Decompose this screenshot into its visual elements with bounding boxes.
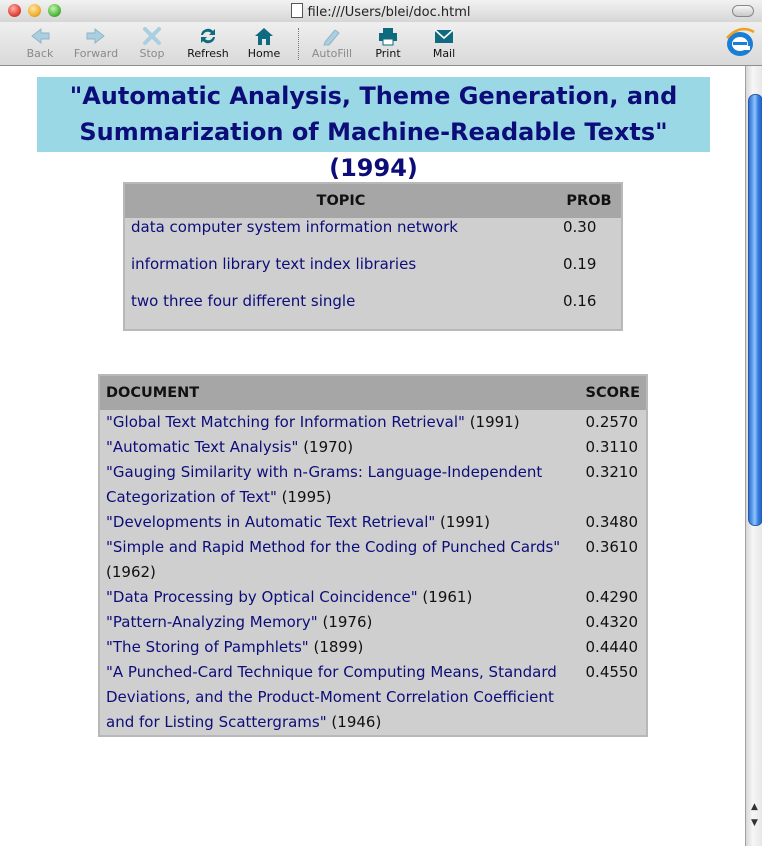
document-icon	[291, 3, 303, 18]
document-year: (1991)	[440, 513, 490, 531]
document-link[interactable]: "Gauging Similarity with n-Grams: Language-Independent Categorization of Text"	[106, 463, 543, 506]
scrollbar-thumb[interactable]	[748, 94, 762, 526]
document-score: 0.4550	[585, 663, 639, 681]
document-year: (1995)	[281, 488, 332, 506]
document-table-header	[100, 376, 646, 410]
refresh-arrows-icon	[197, 26, 219, 46]
document-row	[100, 585, 646, 610]
document-score: 0.4440	[585, 638, 639, 656]
score-column-header: SCORE	[580, 376, 646, 410]
forward-button[interactable]	[66, 24, 126, 60]
autofill-button[interactable]	[302, 24, 362, 60]
document-row	[100, 660, 646, 735]
print-label: Print	[375, 47, 401, 60]
document-year: (1899)	[313, 638, 364, 656]
document-year: (1991)	[469, 413, 520, 431]
refresh-label: Refresh	[187, 47, 229, 60]
toolbar-separator	[298, 28, 300, 60]
document-link[interactable]: "Global Text Matching for Information Retrieval"	[106, 413, 465, 431]
document-score: 0.3210	[585, 463, 639, 481]
document-link[interactable]: "The Storing of Pamphlets"	[106, 638, 309, 656]
topic-table	[123, 182, 623, 331]
stop-button[interactable]	[122, 24, 182, 60]
document-row	[100, 460, 646, 510]
forward-label: Forward	[73, 47, 119, 60]
document-link[interactable]: "Developments in Automatic Text Retrieval"	[106, 513, 436, 531]
page-heading	[37, 77, 710, 182]
mail-label: Mail	[432, 47, 456, 60]
heading-line-1: "Automatic Analysis, Theme Generation, and	[69, 82, 678, 110]
window-titlebar	[0, 0, 762, 23]
forward-arrow-icon	[85, 26, 107, 46]
internet-explorer-logo-icon	[724, 26, 756, 60]
document-link[interactable]: "Automatic Text Analysis"	[106, 438, 299, 456]
topic-link[interactable]: data computer system information network	[131, 218, 458, 236]
home-label: Home	[247, 47, 281, 60]
document-row	[100, 635, 646, 660]
document-year: (1962)	[106, 563, 156, 581]
document-column-header: DOCUMENT	[100, 376, 580, 410]
document-link[interactable]: "Data Processing by Optical Coincidence"	[106, 588, 418, 606]
document-year: (1976)	[322, 613, 373, 631]
vertical-scrollbar[interactable]	[745, 66, 762, 846]
topic-prob: 0.30	[563, 218, 597, 236]
topic-row	[125, 218, 621, 255]
document-table	[98, 374, 648, 737]
document-link[interactable]: "Pattern-Analyzing Memory"	[106, 613, 318, 631]
scroll-up-arrow-icon[interactable]: ▲	[751, 802, 758, 812]
topic-link[interactable]: two three four different single	[131, 292, 356, 310]
heading-line-2: Summarization of Machine-Readable Texts" (1994)	[79, 118, 668, 182]
back-button[interactable]	[10, 24, 70, 60]
document-score: 0.2570	[585, 413, 639, 431]
topic-prob: 0.19	[563, 255, 597, 273]
back-arrow-icon	[29, 26, 51, 46]
home-button[interactable]	[234, 24, 294, 60]
page-content	[0, 66, 745, 846]
document-row	[100, 435, 646, 460]
window-title-area	[0, 3, 762, 20]
window-title: file:///Users/blei/doc.html	[307, 5, 471, 20]
prob-column-header: PROB	[557, 184, 621, 218]
document-score: 0.3610	[585, 538, 639, 556]
printer-icon	[377, 26, 399, 46]
stop-label: Stop	[139, 47, 165, 60]
document-link[interactable]: "A Punched-Card Technique for Computing Means, Standard Deviations, and the Product-Moment Correlation Coefficient and for Listing Scattergrams"	[106, 663, 557, 731]
browser-toolbar	[0, 22, 762, 66]
mail-envelope-icon	[433, 26, 455, 46]
topic-link[interactable]: information library text index libraries	[131, 255, 417, 273]
document-row	[100, 610, 646, 635]
topic-row	[125, 292, 621, 329]
document-score: 0.4290	[585, 588, 639, 606]
document-year: (1961)	[422, 588, 473, 606]
document-row	[100, 410, 646, 435]
print-button[interactable]	[358, 24, 418, 60]
autofill-pen-icon	[321, 26, 343, 46]
document-score: 0.4320	[585, 613, 639, 631]
topic-row	[125, 255, 621, 292]
home-house-icon	[253, 26, 275, 46]
document-row	[100, 510, 646, 535]
document-year: (1970)	[303, 438, 354, 456]
back-label: Back	[26, 47, 54, 60]
topic-column-header: TOPIC	[125, 184, 557, 218]
document-link[interactable]: "Simple and Rapid Method for the Coding of Punched Cards"	[106, 538, 561, 556]
scroll-down-arrow-icon[interactable]: ▼	[751, 818, 758, 828]
stop-x-icon	[141, 26, 163, 46]
topic-prob: 0.16	[563, 292, 597, 310]
refresh-button[interactable]	[178, 24, 238, 60]
topic-table-header	[125, 184, 621, 218]
document-year: (1946)	[331, 713, 382, 731]
mail-button[interactable]	[414, 24, 474, 60]
toolbar-toggle-button[interactable]	[732, 5, 754, 17]
document-score: 0.3110	[585, 438, 639, 456]
document-score: 0.3480	[585, 513, 639, 531]
autofill-label: AutoFill	[311, 47, 353, 60]
document-row	[100, 535, 646, 585]
